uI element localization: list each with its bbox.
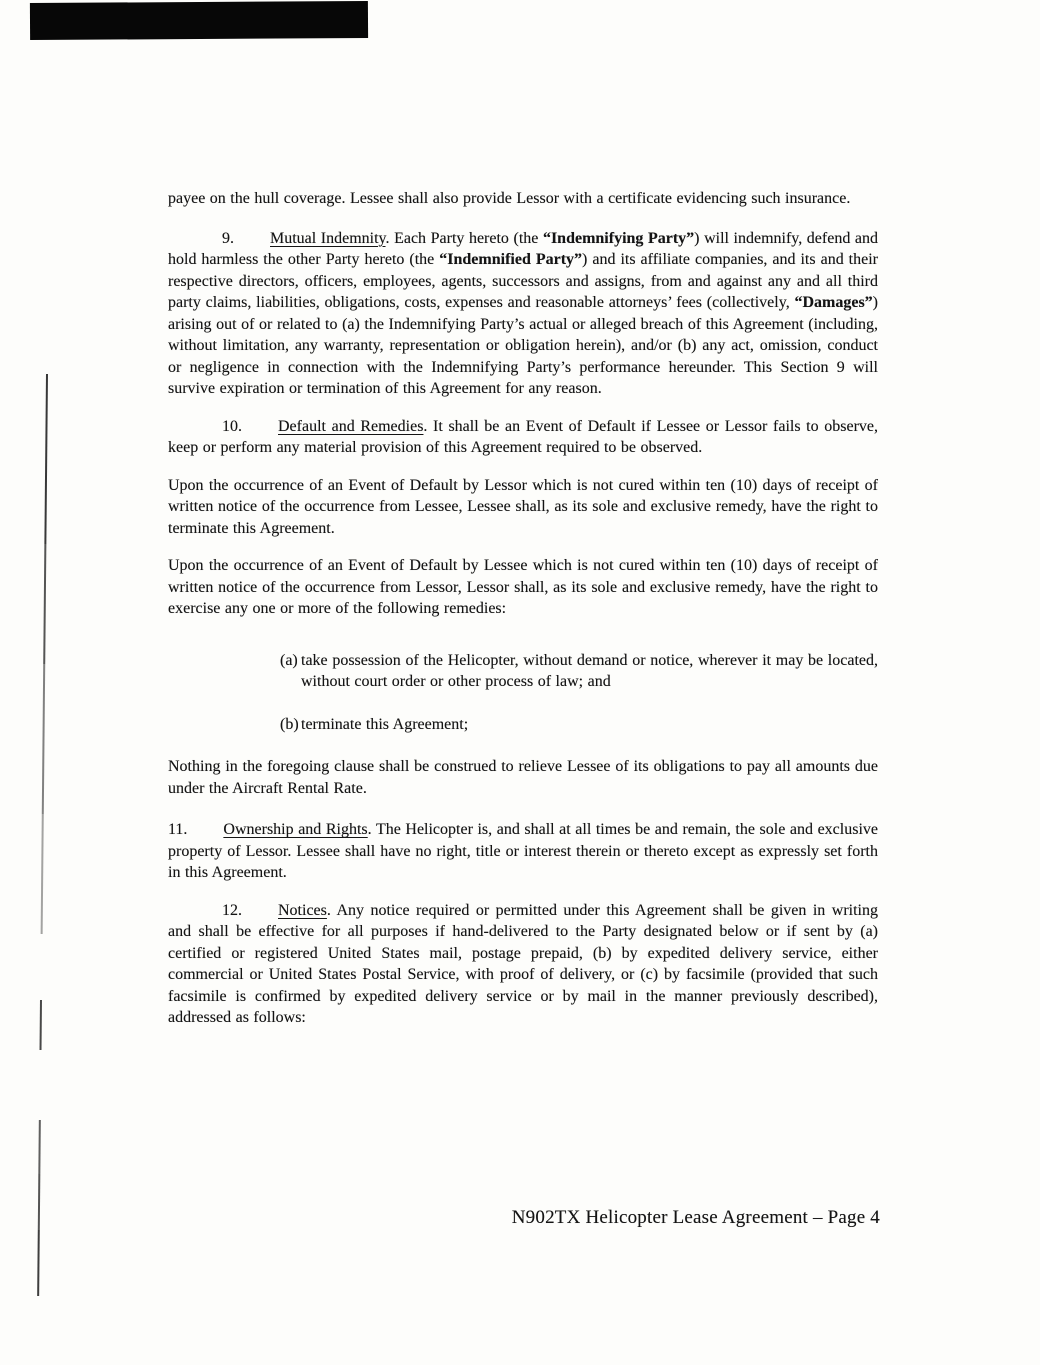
clause-item-a bbox=[280, 650, 878, 693]
clause-text-a bbox=[301, 650, 878, 693]
defined-term: “Indemnifying Party” bbox=[542, 229, 695, 247]
text-run: 10. bbox=[222, 417, 242, 435]
scan-artifact-left-line-segment bbox=[38, 1120, 40, 1174]
text-run: . Each Party hereto (the bbox=[385, 229, 543, 247]
scan-artifact-left-line-segment bbox=[37, 1230, 39, 1296]
scan-artifact-left-line bbox=[37, 374, 49, 1296]
defined-term: “Indemnified Party” bbox=[439, 251, 583, 268]
clause-marker-b: (b) bbox=[280, 715, 299, 733]
text-run: . It shall be an Event of Default if Lessee or Lessor fails to observe, keep or perform any material provision of this Agreement required to be observed. bbox=[168, 417, 879, 456]
page-footer: N902TX Helicopter Lease Agreement – Page 4 bbox=[511, 1207, 880, 1228]
scan-artifact-left-line-segment bbox=[40, 1000, 42, 1050]
paragraph-section-10-default-and-remedies bbox=[168, 416, 878, 459]
paragraph-default-by-lessee bbox=[168, 555, 878, 620]
text-run: take possession of the Helicopter, without demand or notice, wherever it may be located, without court order or other process of law; and bbox=[301, 651, 878, 690]
text-run: ) and its affiliate companies, and its and their respective directors, officers, employees, agents, successors and assigns, from and against any and all third party claims, liabilities, obligations, costs, expenses and reasonable attorneys’ fees (collectively, bbox=[168, 251, 878, 311]
scan-artifact-left-line-segment bbox=[42, 664, 45, 814]
text-run: . The Helicopter is, and shall at all times be and remain, the sole and exclusive property of Lessor. Lessee shall have no right, title or interest therein or thereto except as expressly set forth in this Agreement. bbox=[168, 821, 878, 881]
clause-marker-a: (a) bbox=[280, 651, 298, 669]
scan-artifact-left-line-segment bbox=[38, 1174, 40, 1230]
section-title: Mutual Indemnity bbox=[270, 229, 386, 247]
text-run: Upon the occurrence of an Event of Default by Lessor which is not cured within ten (10) days of receipt of written notice of the occurrence from Lessee, Lessee shall, as its sole and exclusive remedy, have the right to terminate this Agreement. bbox=[168, 476, 878, 537]
text-run: Upon the occurrence of an Event of Default by Lessee which is not cured within ten (10) days of receipt of written notice of the occurrence from Lessor, Lessor shall, as its sole and exclusive remedy, have the right to exercise any one or more of the following remedies: bbox=[168, 557, 878, 617]
paragraph-default-by-lessor bbox=[168, 475, 878, 540]
scan-artifact-left-line-segment bbox=[44, 374, 47, 544]
scan-artifact-top-bar bbox=[30, 1, 368, 40]
section-title: Ownership and Rights bbox=[223, 821, 368, 838]
section-title: Default and Remedies bbox=[278, 417, 424, 435]
paragraph-section-11-ownership-and-rights bbox=[168, 819, 878, 884]
paragraph-nothing-clause bbox=[168, 756, 878, 799]
text-run: Nothing in the foregoing clause shall be construed to relieve Lessee of its obligations to pay all amounts due under the Aircraft Rental Rate. bbox=[168, 758, 878, 797]
document-body bbox=[168, 188, 878, 1045]
text-run: ) will indemnify, defend and hold harmless the other Party hereto (the bbox=[168, 229, 878, 268]
text-run: 11. bbox=[168, 821, 188, 838]
text-run: 9. bbox=[222, 229, 234, 247]
paragraph-section-12-notices bbox=[168, 900, 878, 1029]
text-run: ) arising out of or related to (a) the Indemnifying Party’s actual or alleged breach of this Agreement (including, without limitation, any warranty, representation or obligation herein), and/or (b) any act, omission, conduct or negligence in connection with the Indemnifying Party’s performance hereunder. This Section 9 will survive expiration or termination of this Agreement for any reason. bbox=[168, 294, 878, 397]
defined-term: “Damages” bbox=[794, 294, 873, 311]
scan-artifact-left-line-segment bbox=[43, 544, 46, 664]
text-run: terminate this Agreement; bbox=[301, 715, 469, 733]
section-title: Notices bbox=[278, 901, 327, 919]
text-run: payee on the hull coverage. Lessee shall also provide Lessor with a certificate evidencing such insurance. bbox=[168, 190, 851, 207]
clause-text-b bbox=[301, 714, 878, 736]
text-run: 12. bbox=[222, 901, 242, 919]
clause-item-b bbox=[280, 714, 878, 736]
paragraph-insurance bbox=[168, 188, 878, 210]
paragraph-section-9-mutual-indemnity bbox=[168, 228, 878, 400]
scan-artifact-left-line-segment bbox=[41, 814, 44, 934]
text-run: . Any notice required or permitted under this Agreement shall be given in writing and shall be effective for all purposes if hand-delivered to the Party designated below or if sent by (a) certified or registered United States mail, postage prepaid, (b) by expedited delivery service, either commercial or United States Postal Service, with proof of delivery, or (c) by facsimile (provided that such facsimile is confirmed by expedited delivery service or by mail in the manner previously described), addressed as follows: bbox=[168, 901, 878, 1026]
